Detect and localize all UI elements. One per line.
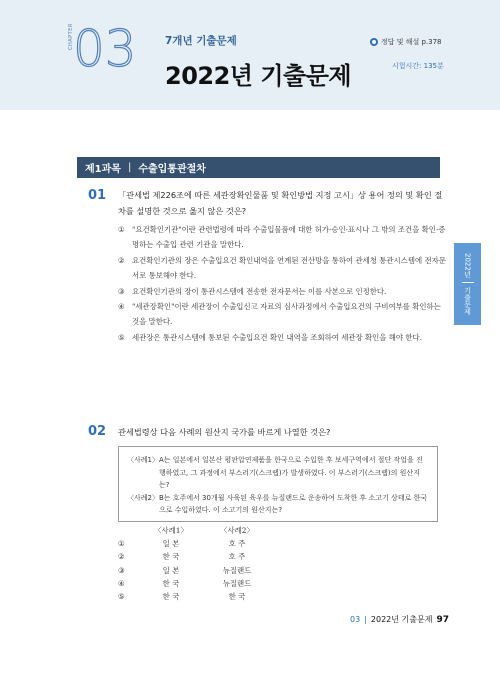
answer-case2: 호 주 [228, 539, 246, 549]
q2-number: 02 [88, 424, 107, 439]
q1-option-2 [118, 253, 448, 284]
answer-case1: 일 본 [162, 539, 180, 549]
section-separator: | [127, 162, 132, 173]
option-mark: ② [118, 255, 125, 265]
answer-reference [370, 37, 442, 47]
side-tab-divider [462, 282, 474, 283]
answer-mark: ③ [118, 565, 125, 575]
footer-chapter: 03 [350, 615, 361, 624]
answer-case1: 한 국 [162, 552, 180, 562]
section-name: 수출입통관절차 [138, 164, 206, 175]
section-part: 제1과목 [85, 164, 121, 175]
option-mark: ④ [118, 302, 125, 312]
answer-row-4 [118, 577, 272, 590]
header-case1: 〈사례1〉 [154, 526, 188, 536]
option-mark: ① [118, 225, 125, 234]
q1-number: 01 [88, 188, 107, 203]
answer-mark: ② [118, 552, 125, 562]
side-tab [454, 243, 481, 325]
answer-row-3 [118, 564, 272, 577]
answer-case2: 한 국 [228, 592, 246, 602]
answer-case1: 한 국 [162, 578, 180, 588]
answer-table [118, 524, 272, 603]
answer-case1: 한 국 [162, 592, 180, 602]
option-mark: ⑤ [118, 332, 125, 342]
answer-case1: 일 본 [162, 565, 180, 575]
answer-mark: ④ [118, 578, 125, 588]
case-text: B는 호주에서 30개월 사육된 육우를 뉴질랜드로 운송하여 도착한 후 소고기 상태로 한국으로 수입하였다. 이 소고기의 원산지는? [159, 493, 428, 514]
case-label: 〈사례2〉 [127, 493, 159, 502]
q1-option-3 [118, 284, 448, 299]
answer-row-2 [118, 550, 272, 563]
answer-reference-text: 정답 및 해설 p.378 [381, 38, 442, 46]
page-number: 97 [436, 614, 449, 625]
option-text: "요건확인기관"이란 관련법령에 따라 수출입물품에 대한 허가·승인·표시나 그 밖의 조건을 확인·증명하는 수출입 관련 기관을 말한다. [132, 225, 446, 250]
option-text: 요건확인기관의 장이 통관시스템에 전송한 전자문서는 이를 사본으로 인정한다. [132, 286, 387, 296]
option-text: 요건확인기관의 장은 수출입요건 확인내역을 연계된 전산망을 통하여 관세청 통관시스템에 전자문서로 통보해야 한다. [132, 255, 446, 281]
footer [350, 614, 449, 625]
answer-table-header [118, 524, 272, 537]
option-mark: ③ [118, 286, 125, 296]
answer-case2: 호 주 [228, 552, 246, 562]
answer-case2: 뉴질랜드 [222, 565, 252, 575]
side-tab-year: 2022년 [463, 253, 472, 278]
side-tab-label: 기출문제 [463, 286, 472, 315]
header-case2: 〈사례2〉 [220, 526, 254, 536]
answer-mark: ① [118, 539, 125, 549]
case-1 [127, 454, 429, 492]
chapter-label: CHAPTER [68, 23, 74, 50]
case-text: A는 일본에서 일본산 평판압연제품을 한국으로 수입한 후 보세구역에서 절단 작업을 진행하였고, 그 과정에서 부스러기(스크랩)가 발생하였다. 이 부스러기(스크랩)의 원산지는? [159, 456, 423, 489]
answer-row-5 [118, 590, 272, 603]
q1-option-5 [118, 330, 448, 345]
section-bar [77, 157, 440, 178]
time-limit: 시험시간: 135분 [392, 62, 444, 70]
chapter-number: 03 [73, 20, 137, 78]
q1-options [118, 222, 448, 345]
footer-separator: | [364, 615, 367, 624]
q1-text: 「관세법 제226조에 따른 세관장확인물품 및 확인방법 지정 고시」상 용어 정의 및 확인 절차를 설명한 것으로 옳지 않은 것은? [118, 190, 443, 216]
answer-case2: 뉴질랜드 [222, 578, 252, 588]
answer-icon [370, 38, 378, 46]
option-text: 세관장은 통관시스템에 통보된 수출입요건 확인 내역을 조회하여 세관장 확인을 해야 한다. [132, 332, 423, 342]
case-2 [127, 492, 429, 517]
q1-option-1 [118, 222, 448, 253]
answer-row-1 [118, 537, 272, 550]
page-title: 2022년 기출문제 [165, 62, 352, 90]
case-label: 〈사례1〉 [127, 456, 159, 464]
footer-title: 2022년 기출문제 [370, 615, 433, 624]
case-box [118, 446, 438, 522]
page-subtitle: 7개년 기출문제 [165, 35, 237, 47]
q1-option-4 [118, 299, 448, 330]
answer-mark: ⑤ [118, 592, 125, 602]
q2-text: 관세법령상 다음 사례의 원산지 국가를 바르게 나열한 것은? [118, 427, 331, 437]
option-text: "세관장확인"이란 세관장이 수출입신고 자료의 심사과정에서 수출입요건의 구비여부를 확인하는 것을 말한다. [132, 302, 441, 327]
